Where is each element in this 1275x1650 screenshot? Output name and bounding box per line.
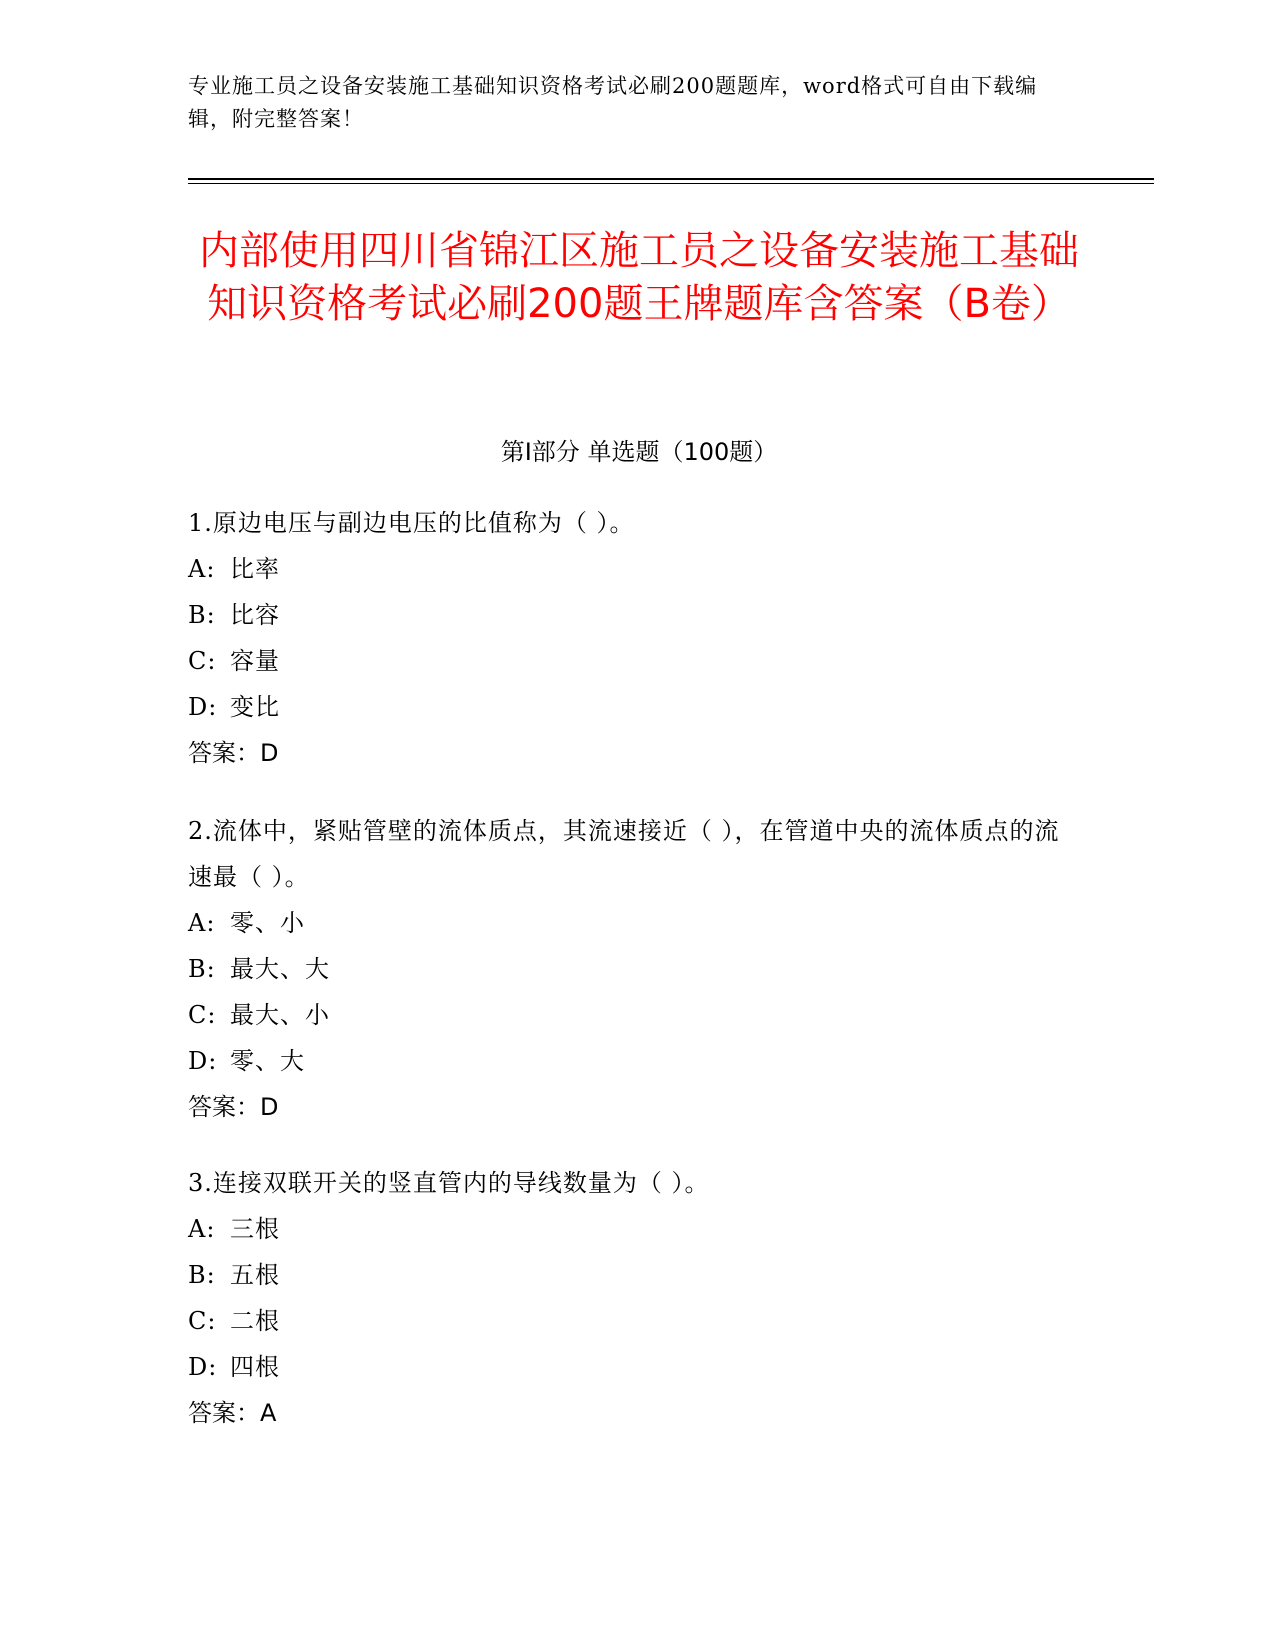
option-text: 比容 — [230, 601, 280, 629]
question-3 — [188, 1160, 1068, 1436]
option-d — [188, 1344, 1068, 1390]
option-b — [188, 592, 1068, 638]
answer: 答案：A — [188, 1399, 277, 1427]
option-a — [188, 546, 1068, 592]
header-divider-thick — [188, 178, 1154, 180]
section-heading: 第Ⅰ部分 单选题（100题） — [500, 438, 778, 466]
option-d — [188, 684, 1068, 730]
header-note: 专业施工员之设备安装施工基础知识资格考试必刷200题题库，word格式可自由下载编辑，附完整答案！ — [188, 74, 1038, 131]
question-2 — [188, 808, 1068, 1130]
header-divider-thin — [188, 183, 1154, 184]
answer: 答案：D — [188, 739, 279, 767]
option-letter: B: — [188, 601, 216, 629]
option-letter: C: — [188, 1001, 217, 1029]
option-letter: B: — [188, 955, 216, 983]
option-text: 零、小 — [230, 909, 305, 937]
option-text: 最大、小 — [230, 1001, 330, 1029]
option-text: 变比 — [230, 693, 280, 721]
option-c — [188, 1298, 1068, 1344]
option-letter: A: — [188, 909, 216, 937]
option-letter: B: — [188, 1261, 216, 1289]
option-letter: A: — [188, 555, 216, 583]
option-d — [188, 1038, 1068, 1084]
question-stem: 3.连接双联开关的竖直管内的导线数量为（ ）。 — [188, 1169, 710, 1197]
question-1 — [188, 500, 1068, 776]
option-text: 比率 — [230, 555, 280, 583]
option-text: 五根 — [230, 1261, 280, 1289]
document-title: 内部使用四川省锦江区施工员之设备安装施工基础知识资格考试必刷200题王牌题库含答案（B卷） — [199, 228, 1079, 327]
question-stem: 2.流体中，紧贴管壁的流体质点，其流速接近（ ），在管道中央的流体质点的流速最（ ）。 — [188, 817, 1060, 891]
option-letter: C: — [188, 647, 217, 675]
option-text: 零、大 — [230, 1047, 305, 1075]
option-text: 四根 — [230, 1353, 280, 1381]
option-b — [188, 1252, 1068, 1298]
option-text: 容量 — [230, 647, 280, 675]
option-text: 二根 — [230, 1307, 280, 1335]
option-b — [188, 946, 1068, 992]
option-a — [188, 900, 1068, 946]
option-text: 三根 — [230, 1215, 280, 1243]
option-letter: C: — [188, 1307, 217, 1335]
question-stem: 1.原边电压与副边电压的比值称为（ ）。 — [188, 509, 635, 537]
answer: 答案：D — [188, 1093, 279, 1121]
option-letter: A: — [188, 1215, 216, 1243]
option-text: 最大、大 — [230, 955, 330, 983]
option-letter: D: — [188, 1047, 218, 1075]
option-c — [188, 992, 1068, 1038]
option-a — [188, 1206, 1068, 1252]
option-c — [188, 638, 1068, 684]
option-letter: D: — [188, 693, 218, 721]
option-letter: D: — [188, 1353, 218, 1381]
